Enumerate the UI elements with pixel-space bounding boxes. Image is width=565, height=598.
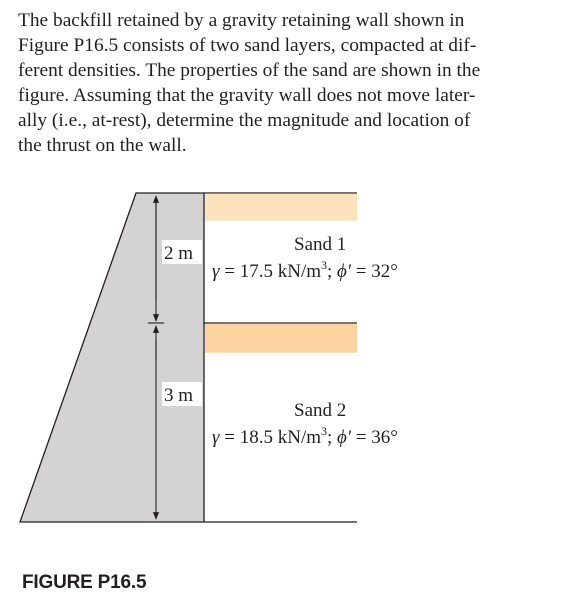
sand1-label: Sand 1 — [294, 234, 347, 255]
problem-line: ferent densities. The properties of the sand are shown in the — [18, 60, 481, 81]
dim-label-2m: 2 m — [164, 243, 194, 264]
figure-caption: FIGURE P16.5 — [22, 572, 147, 593]
problem-line: The backfill retained by a gravity retaining wall shown in — [18, 10, 465, 31]
problem-line: figure. Assuming that the gravity wall does not move later- — [18, 85, 476, 106]
problem-line: Figure P16.5 consists of two sand layers, compacted at dif- — [18, 35, 477, 56]
problem-line: the thrust on the wall. — [18, 135, 187, 156]
sand1-band — [205, 194, 357, 221]
sand2-label: Sand 2 — [294, 400, 347, 421]
dim-label-3m: 3 m — [164, 385, 194, 406]
sand1-properties: γ = 17.5 $kN/m^3$; ϕ′ = 32° — [212, 258, 398, 282]
sand2-properties: γ = 18.5 $kN/m^3$; ϕ′ = 36° — [212, 424, 398, 448]
problem-line: ally (i.e., at-rest), determine the magnitude and location of — [18, 110, 471, 131]
sand2-band — [205, 324, 357, 353]
